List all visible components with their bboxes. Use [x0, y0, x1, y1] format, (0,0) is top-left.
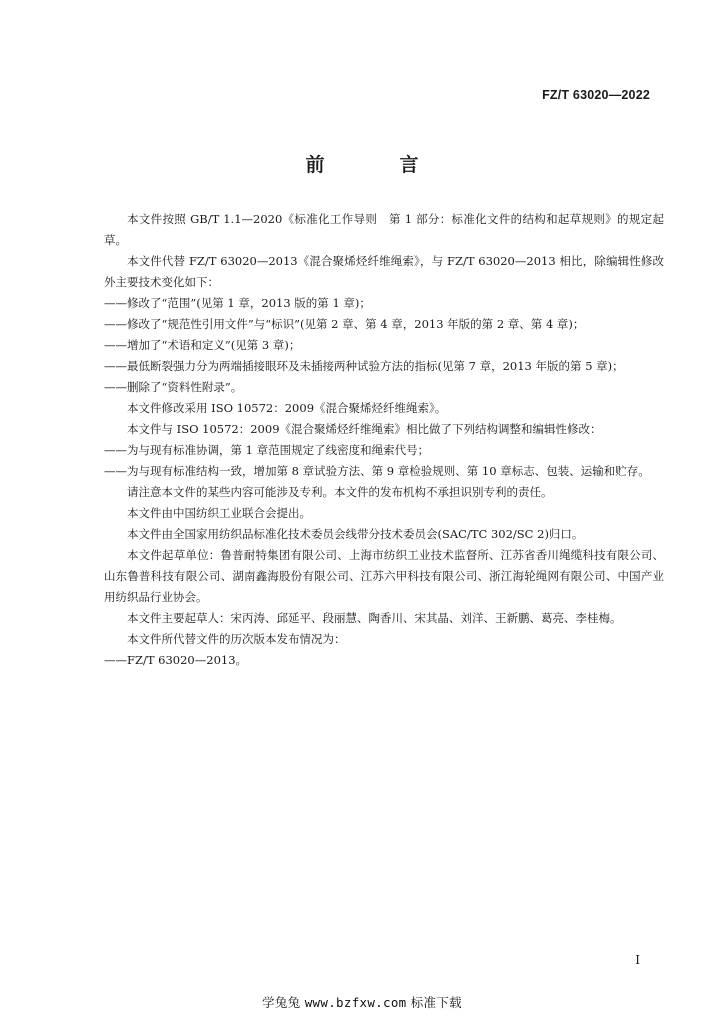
change-item-terms: ——增加了“术语和定义”(见第 3 章)； [104, 338, 301, 352]
history-item: ——FZ/T 63020—2013。 [104, 653, 248, 667]
standard-code: FZ/T 63020—2022 [542, 88, 650, 102]
footer-tagline: 标准下载 [410, 995, 462, 1010]
paragraph-history-intro: 本文件所代替文件的历次版本发布情况为： [127, 632, 346, 646]
change-item-breaking-force: ——最低断裂强力分为两端插接眼环及未插接两种试验方法的指标(见第 7 章，2013 年版的第 5 章)； [104, 359, 624, 373]
footer-url-link[interactable]: www.bzfxw.com [304, 995, 407, 1010]
change-item-scope: ——修改了“范围”(见第 1 章，2013 版的第 1 章)； [104, 296, 371, 310]
difference-item-structure: ——为与现有标准结构一致，增加第 8 章试验方法、第 9 章检验规则、第 10 章标志、包装、运输和贮存。 [104, 464, 650, 478]
footer-site-name: 学兔兔 [262, 995, 301, 1010]
page-number: I [635, 953, 640, 967]
paragraph-drafters: 本文件主要起草人：宋丙涛、邱延平、段丽慧、陶香川、宋其晶、刘洋、王新鹏、葛亮、李桂梅。 [127, 611, 622, 625]
paragraph-drafting-units: 本文件起草单位：鲁普耐特集团有限公司、上海市纺织工业技术监督所、江苏省香川绳缆科技有限公司、山东鲁普科技有限公司、湖南鑫海股份有限公司、江苏六甲科技有限公司、浙江海轮绳网有限公司、中国产业用纺织品行业协会。 [104, 548, 664, 604]
change-item-annex: ——删除了“资料性附录”。 [104, 380, 243, 394]
page-title: 前 言 [305, 154, 447, 176]
paragraph-patent-notice: 请注意本文件的某些内容可能涉及专利。本文件的发布机构不承担识别专利的责任。 [127, 485, 553, 499]
difference-item-scope: ——为与现有标准协调，第 1 章范围规定了线密度和绳索代号； [104, 443, 430, 457]
download-footer [0, 993, 724, 1011]
change-item-references: ——修改了“规范性引用文件”与“标识”(见第 2 章、第 4 章，2013 年版的第 2 章、第 4 章)； [104, 317, 585, 331]
paragraph-committee: 本文件由全国家用纺织品标准化技术委员会线带分技术委员会(SAC/TC 302/SC 2)归口。 [127, 527, 584, 541]
paragraph-proposer: 本文件由中国纺织工业联合会提出。 [127, 506, 311, 520]
paragraph-replacement: 本文件代替 FZ/T 63020—2013《混合聚烯烃纤维绳索》，与 FZ/T 63020—2013 相比，除编辑性修改外主要技术变化如下： [104, 254, 664, 289]
foreword-body [104, 209, 664, 671]
paragraph-iso-adoption: 本文件修改采用 ISO 10572：2009《混合聚烯烃纤维绳索》。 [127, 401, 447, 415]
paragraph-iso-differences: 本文件与 ISO 10572：2009《混合聚烯烃纤维绳索》相比做了下列结构调整和编辑性修改： [127, 422, 602, 436]
paragraph-drafting-rule: 本文件按照 GB/T 1.1—2020《标准化工作导则 第 1 部分：标准化文件的结构和起草规则》的规定起草。 [104, 212, 664, 247]
